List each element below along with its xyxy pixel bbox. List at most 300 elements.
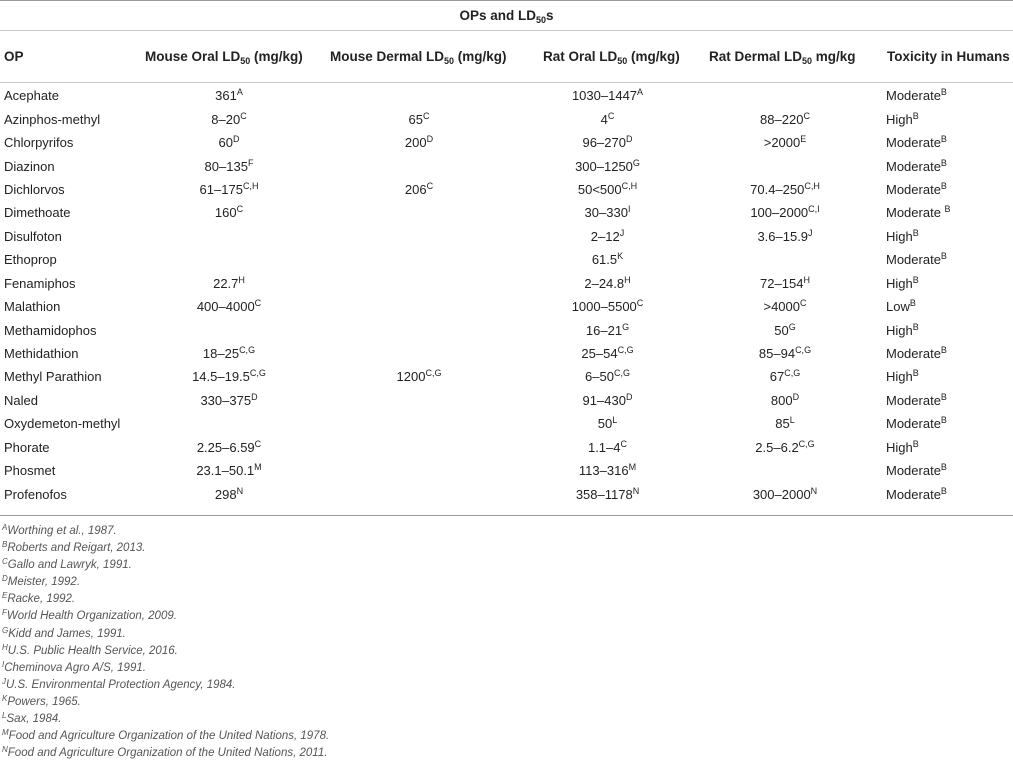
cell-reference-mark: C,G: [795, 345, 812, 356]
cell-op-name: Methidathion: [4, 346, 79, 362]
cell-op-name: Acephate: [4, 88, 59, 104]
footnote-mark: E: [2, 591, 8, 601]
cell-toxicity: [880, 459, 1013, 482]
cell-reference-mark: B: [944, 204, 951, 215]
header-op: OP: [4, 49, 24, 64]
cell-value: 1.1–4: [587, 439, 621, 455]
cell-mouse-dermal: [313, 248, 525, 271]
cell-value: 96–270: [582, 135, 626, 151]
cell-value: Moderate: [886, 486, 941, 502]
footnote-mark: N: [2, 745, 8, 755]
cell-reference-mark: D: [426, 134, 434, 145]
cell-rat-oral: [525, 389, 690, 412]
table-row: [0, 295, 1013, 318]
cell-value: Moderate: [886, 181, 941, 197]
cell-rat-oral: [525, 154, 690, 177]
cell-op-name: Phorate: [4, 439, 50, 455]
footnote-item: [2, 643, 1002, 660]
cell-value: High: [886, 322, 913, 338]
cell-op-name: Methyl Parathion: [4, 369, 102, 385]
footnote-item: [2, 540, 1002, 557]
cell-value: High: [886, 439, 913, 455]
cell-value: 298: [214, 486, 237, 502]
cell-mouse-dermal: [313, 295, 525, 318]
cell-toxicity: [880, 436, 1013, 459]
cell-mouse-dermal: [313, 84, 525, 107]
cell-reference-mark: B: [940, 134, 947, 145]
footnote-item: [2, 660, 1002, 677]
cell-mouse-dermal: [313, 459, 525, 482]
cell-value: 6–50: [585, 369, 614, 385]
cell-toxicity: [880, 412, 1013, 435]
table-title-subscript: 50: [535, 15, 546, 25]
cell-value: 60: [218, 135, 233, 151]
cell-mouse-dermal: [313, 131, 525, 154]
table-row: [0, 131, 1013, 154]
cell-mouse-dermal: [313, 201, 525, 224]
cell-rat-dermal: [690, 84, 880, 107]
cell-value: 300–2000: [752, 486, 811, 502]
cell-value: >4000: [763, 299, 800, 315]
cell-reference-mark: C,H: [804, 180, 820, 191]
table-row: [0, 84, 1013, 107]
cell-reference-mark: C,H: [242, 180, 259, 191]
footnote-text: Worthing et al., 1987.: [7, 525, 117, 537]
cell-reference-mark: B: [912, 368, 919, 379]
cell-value: High: [886, 275, 913, 291]
cell-op-name: Phosmet: [4, 463, 56, 479]
cell-reference-mark: D: [625, 391, 633, 402]
cell-rat-oral: [525, 248, 690, 271]
footnote-text: Roberts and Reigart, 2013.: [7, 542, 146, 555]
cell-value: 61.5: [591, 252, 618, 268]
cell-rat-dermal: [690, 154, 880, 177]
cell-value: 80–135: [204, 158, 248, 174]
cell-reference-mark: I: [627, 204, 631, 215]
cell-mouse-oral: [145, 342, 313, 365]
cell-value: 330–375: [200, 392, 252, 408]
footnote-text: Powers, 1965.: [7, 695, 81, 708]
cell-rat-dermal: [690, 295, 880, 318]
table-row: [0, 389, 1013, 412]
cell-reference-mark: H: [624, 274, 631, 285]
table-row: [0, 482, 1013, 505]
cell-reference-mark: B: [940, 157, 947, 168]
cell-rat-dermal: [690, 225, 880, 248]
table-header-row: [0, 31, 1013, 83]
table-row: [0, 459, 1013, 482]
cell-rat-dermal: [690, 389, 880, 412]
cell-reference-mark: G: [632, 157, 640, 168]
cell-reference-mark: C,G: [249, 368, 266, 379]
cell-reference-mark: C,H: [621, 180, 638, 191]
cell-value: 113–316: [578, 463, 629, 479]
footnote-mark: D: [2, 574, 8, 584]
cell-reference-mark: C: [636, 298, 644, 309]
cell-reference-mark: D: [232, 134, 240, 145]
cell-mouse-oral: [145, 131, 313, 154]
cell-op-name: Profenofos: [4, 486, 67, 502]
table-row: [0, 365, 1013, 388]
cell-reference-mark: C: [254, 298, 262, 309]
cell-reference-mark: A: [236, 87, 243, 98]
cell-rat-dermal: [690, 201, 880, 224]
cell-value: 70.4–250: [750, 181, 805, 197]
cell-op-name: Oxydemeton-methyl: [4, 416, 121, 432]
cell-rat-oral: [525, 225, 690, 248]
cell-toxicity: [880, 318, 1013, 341]
cell-reference-mark: G: [622, 321, 630, 332]
table-title: [0, 0, 1013, 31]
cell-reference-mark: H: [803, 274, 810, 285]
cell-mouse-oral: [145, 201, 313, 224]
cell-reference-mark: B: [912, 321, 919, 332]
table-row: [0, 225, 1013, 248]
cell-value: Low: [886, 299, 910, 315]
cell-mouse-oral: [145, 412, 313, 435]
cell-rat-oral: [525, 365, 690, 388]
cell-rat-oral: [525, 84, 690, 107]
cell-reference-mark: C,G: [784, 368, 801, 379]
header-rat-dermal: Rat Dermal $LD_{50}$ mg/kg: [709, 49, 856, 66]
cell-rat-dermal: [690, 272, 880, 295]
footnote-text: Gallo and Lawryk, 1991.: [7, 559, 132, 572]
cell-value: 2–24.8: [584, 275, 625, 291]
cell-toxicity: [880, 272, 1013, 295]
footnote-mark: M: [2, 728, 9, 738]
cell-op-name: Malathion: [4, 299, 61, 315]
cell-reference-mark: C: [607, 110, 615, 121]
cell-value: 85: [775, 416, 790, 432]
cell-rat-oral: [525, 412, 690, 435]
cell-value: 4: [600, 111, 608, 127]
cell-rat-dermal: [690, 412, 880, 435]
footnote-item: [2, 745, 1002, 762]
cell-value: 3.6–15.9: [757, 228, 809, 244]
cell-toxicity: [880, 201, 1013, 224]
cell-value: 100–2000: [750, 205, 809, 221]
header-rat-oral: Rat Oral $LD_{50}$ (mg/kg): [543, 49, 680, 66]
cell-op-name: Methamidophos: [4, 322, 97, 338]
cell-value: Moderate: [886, 463, 941, 479]
cell-value: 65: [408, 111, 423, 127]
cell-reference-mark: L: [612, 415, 618, 426]
cell-rat-dermal: [690, 107, 880, 130]
cell-mouse-dermal: [313, 178, 525, 201]
cell-value: High: [886, 228, 913, 244]
cell-reference-mark: B: [912, 227, 919, 238]
cell-value: 206: [404, 181, 427, 197]
footnote-item: [2, 677, 1002, 694]
table-bottom-rule: [0, 515, 1013, 516]
cell-rat-oral: [525, 178, 690, 201]
cell-mouse-oral: [145, 84, 313, 107]
cell-toxicity: [880, 154, 1013, 177]
cell-toxicity: [880, 248, 1013, 271]
table-row: [0, 154, 1013, 177]
footnote-mark: J: [2, 676, 6, 686]
cell-value: High: [886, 369, 913, 385]
footnote-item: [2, 694, 1002, 711]
table-row: [0, 178, 1013, 201]
cell-toxicity: [880, 295, 1013, 318]
footnote-text: U.S. Environmental Protection Agency, 1984.: [6, 678, 236, 691]
footnote-item: [2, 574, 1002, 591]
cell-value: 800: [770, 392, 793, 408]
cell-value: Moderate: [886, 205, 945, 221]
cell-value: Moderate: [886, 135, 941, 151]
cell-value: Moderate: [886, 252, 941, 268]
cell-reference-mark: C: [254, 438, 262, 449]
cell-mouse-dermal: [313, 225, 525, 248]
cell-reference-mark: C,G: [613, 368, 630, 379]
cell-reference-mark: B: [912, 274, 919, 285]
cell-mouse-oral: [145, 389, 313, 412]
cell-mouse-dermal: [313, 412, 525, 435]
cell-mouse-dermal: [313, 318, 525, 341]
table-row: [0, 412, 1013, 435]
cell-mouse-oral: [145, 248, 313, 271]
cell-rat-dermal: [690, 459, 880, 482]
cell-mouse-oral: [145, 225, 313, 248]
cell-value: 22.7: [213, 275, 239, 291]
cell-toxicity: [880, 84, 1013, 107]
cell-toxicity: [880, 365, 1013, 388]
table-title-text: OPs and LD: [459, 8, 536, 23]
cell-value: 2.25–6.59: [196, 439, 255, 455]
cell-mouse-dermal: [313, 342, 525, 365]
footnote-text: World Health Organization, 2009.: [6, 610, 177, 623]
cell-reference-mark: C: [426, 180, 434, 191]
cell-toxicity: [880, 225, 1013, 248]
cell-value: 8–20: [211, 111, 241, 127]
cell-mouse-oral: [145, 178, 313, 201]
cell-op-name: Azinphos-methyl: [4, 111, 101, 127]
cell-mouse-oral: [145, 154, 313, 177]
cell-reference-mark: B: [940, 87, 947, 98]
cell-reference-mark: B: [912, 110, 919, 121]
cell-toxicity: [880, 131, 1013, 154]
cell-toxicity: [880, 482, 1013, 505]
cell-reference-mark: B: [909, 298, 916, 309]
cell-reference-mark: C: [240, 110, 247, 121]
table-row: [0, 318, 1013, 341]
cell-reference-mark: A: [637, 87, 644, 98]
cell-mouse-dermal: [313, 365, 525, 388]
cell-mouse-oral: [145, 459, 313, 482]
cell-reference-mark: B: [940, 345, 947, 356]
cell-value: 50: [774, 322, 789, 338]
cell-reference-mark: B: [940, 180, 947, 191]
cell-rat-oral: [525, 342, 690, 365]
cell-value: 160: [214, 205, 237, 221]
table-row: [0, 272, 1013, 295]
footnote-text: Food and Agriculture Organization of the United Nations, 2011.: [7, 747, 328, 760]
cell-reference-mark: D: [251, 391, 258, 402]
cell-mouse-dermal: [313, 272, 525, 295]
cell-value: 88–220: [760, 111, 804, 127]
cell-reference-mark: G: [788, 321, 796, 332]
cell-value: 2.5–6.2: [755, 439, 799, 455]
cell-reference-mark: C: [620, 438, 628, 449]
cell-reference-mark: B: [940, 485, 947, 496]
footnote-mark: C: [2, 557, 8, 567]
footnote-text: Sax, 1984.: [6, 713, 62, 726]
cell-value: 61–175: [199, 181, 243, 197]
cell-reference-mark: C,G: [798, 438, 815, 449]
cell-reference-mark: H: [238, 274, 245, 285]
cell-value: 400–4000: [196, 299, 255, 315]
cell-rat-oral: [525, 107, 690, 130]
cell-reference-mark: B: [940, 462, 947, 473]
cell-toxicity: [880, 178, 1013, 201]
cell-rat-dermal: [690, 482, 880, 505]
cell-op-name: Dichlorvos: [4, 181, 65, 197]
footnote-mark: A: [2, 523, 8, 532]
cell-reference-mark: C,I: [808, 204, 820, 215]
cell-rat-dermal: [690, 131, 880, 154]
cell-reference-mark: F: [247, 157, 254, 168]
cell-toxicity: [880, 107, 1013, 130]
cell-mouse-oral: [145, 107, 313, 130]
cell-rat-oral: [525, 436, 690, 459]
header-mouse-oral: Mouse Oral $LD_{50}$ (mg/kg): [145, 49, 303, 66]
footnote-text: Racke, 1992.: [7, 593, 76, 606]
footnote-mark: L: [2, 711, 7, 721]
cell-reference-mark: D: [625, 134, 633, 145]
cell-mouse-oral: [145, 436, 313, 459]
cell-value: >2000: [763, 135, 801, 151]
cell-mouse-dermal: [313, 436, 525, 459]
table-row: [0, 342, 1013, 365]
footnote-text: Cheminova Agro A/S, 1991.: [4, 661, 146, 674]
cell-reference-mark: C,G: [239, 345, 256, 356]
cell-rat-dermal: [690, 342, 880, 365]
cell-mouse-oral: [145, 318, 313, 341]
footnote-item: [2, 557, 1002, 574]
cell-mouse-oral: [145, 482, 313, 505]
cell-reference-mark: J: [619, 227, 625, 238]
cell-value: Moderate: [886, 88, 941, 104]
table-title-suffix: s: [546, 8, 554, 23]
cell-op-name: Dimethoate: [4, 205, 71, 221]
cell-reference-mark: C,G: [617, 345, 634, 356]
footnote-mark: H: [2, 642, 8, 652]
cell-mouse-oral: [145, 295, 313, 318]
cell-rat-oral: [525, 272, 690, 295]
table-row: [0, 201, 1013, 224]
cell-reference-mark: C: [803, 110, 810, 121]
cell-reference-mark: N: [810, 485, 818, 496]
cell-value: 300–1250: [575, 158, 633, 174]
table-body: [0, 84, 1013, 506]
table-row: [0, 248, 1013, 271]
cell-value: 91–430: [582, 392, 626, 408]
footnote-mark: G: [2, 625, 9, 635]
cell-rat-oral: [525, 295, 690, 318]
cell-op-name: Chlorpyrifos: [4, 135, 74, 151]
cell-rat-oral: [525, 482, 690, 505]
cell-reference-mark: K: [617, 251, 624, 262]
cell-value: 16–21: [585, 322, 623, 338]
cell-reference-mark: L: [789, 415, 795, 426]
cell-op-name: Disulfoton: [4, 228, 62, 244]
cell-value: 1000–5500: [571, 299, 637, 315]
cell-reference-mark: M: [628, 462, 637, 473]
header-mouse-dermal: Mouse Dermal $LD_{50}$ (mg/kg): [330, 49, 507, 66]
footnote-mark: F: [2, 608, 7, 618]
cell-rat-oral: [525, 201, 690, 224]
cell-mouse-dermal: [313, 154, 525, 177]
cell-rat-dermal: [690, 318, 880, 341]
footnote-text: Food and Agriculture Organization of the United Nations, 1978.: [8, 730, 330, 743]
cell-mouse-dermal: [313, 482, 525, 505]
cell-toxicity: [880, 342, 1013, 365]
cell-reference-mark: B: [940, 391, 947, 402]
cell-op-name: Diazinon: [4, 158, 55, 174]
cell-value: 30–330: [584, 205, 628, 221]
cell-value: Moderate: [886, 392, 941, 408]
cell-mouse-oral: [145, 272, 313, 295]
cell-reference-mark: E: [800, 134, 807, 145]
table-row: [0, 107, 1013, 130]
footnote-mark: B: [2, 540, 8, 550]
footnote-item: [2, 591, 1002, 608]
footnotes: [2, 523, 1002, 762]
cell-value: 25–54: [581, 346, 618, 362]
cell-rat-dermal: [690, 436, 880, 459]
footnote-item: [2, 523, 1002, 540]
cell-rat-dermal: [690, 365, 880, 388]
cell-value: 358–1178: [575, 486, 633, 502]
cell-value: 1200: [396, 369, 426, 385]
header-toxicity: Toxicity in Humans: [887, 49, 1010, 64]
footnote-text: U.S. Public Health Service, 2016.: [7, 644, 178, 657]
cell-rat-oral: [525, 131, 690, 154]
cell-reference-mark: D: [792, 391, 800, 402]
footnote-item: [2, 711, 1002, 728]
footnote-text: Kidd and James, 1991.: [8, 627, 126, 640]
cell-rat-oral: [525, 318, 690, 341]
cell-rat-dermal: [690, 248, 880, 271]
cell-reference-mark: C: [422, 110, 430, 121]
cell-reference-mark: N: [236, 485, 244, 496]
cell-rat-oral: [525, 459, 690, 482]
cell-value: 67: [769, 369, 785, 385]
cell-value: 23.1–50.1: [196, 463, 255, 479]
cell-value: 85–94: [758, 346, 796, 362]
footnote-item: [2, 728, 1002, 745]
cell-op-name: Fenamiphos: [4, 275, 76, 291]
cell-reference-mark: B: [940, 415, 947, 426]
cell-toxicity: [880, 389, 1013, 412]
cell-mouse-dermal: [313, 389, 525, 412]
table-row: [0, 436, 1013, 459]
cell-op-name: Ethoprop: [4, 252, 57, 268]
cell-reference-mark: M: [254, 462, 262, 473]
cell-op-name: Naled: [4, 392, 38, 408]
cell-mouse-dermal: [313, 107, 525, 130]
cell-value: 50<500: [577, 181, 622, 197]
cell-reference-mark: B: [912, 438, 919, 449]
data-table: [0, 84, 1013, 506]
cell-reference-mark: C: [800, 298, 807, 309]
cell-value: 50: [597, 416, 613, 432]
footnote-item: [2, 608, 1002, 625]
cell-rat-dermal: [690, 178, 880, 201]
cell-value: 200: [404, 135, 427, 151]
cell-value: Moderate: [886, 158, 941, 174]
